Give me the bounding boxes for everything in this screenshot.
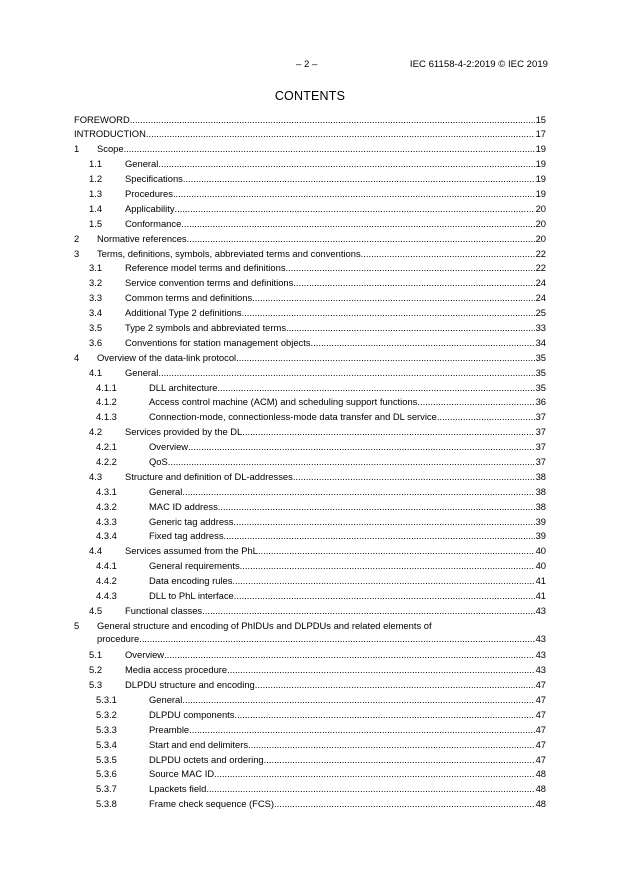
toc-entry-title: Additional Type 2 definitions xyxy=(125,307,242,319)
toc-entry-title: DLL to PhL interface xyxy=(149,590,234,601)
toc-entry-title: Conformance xyxy=(125,217,182,229)
toc-page-number: 17 xyxy=(535,128,546,140)
toc-entry[interactable] xyxy=(74,142,546,157)
toc-dot-leader xyxy=(168,456,535,467)
toc-entry[interactable] xyxy=(74,335,546,350)
toc-entry-title: Specifications xyxy=(125,173,183,185)
toc-entry-title: Normative references xyxy=(97,232,187,244)
toc-dot-leader xyxy=(311,337,535,348)
toc-page-number: 20 xyxy=(535,202,546,214)
toc-entry[interactable] xyxy=(74,261,546,276)
toc-section-number: 5.3.2 xyxy=(96,708,117,720)
toc-entry[interactable] xyxy=(74,440,546,455)
toc-section-number: 5.3.6 xyxy=(96,768,117,780)
toc-page-number: 43 xyxy=(535,649,546,661)
toc-page-number: 40 xyxy=(535,545,546,557)
toc-dot-leader xyxy=(214,768,534,779)
toc-entry[interactable] xyxy=(74,291,546,306)
toc-entry-title: Applicability xyxy=(125,202,175,214)
toc-dot-leader xyxy=(158,367,534,378)
toc-entry-title: General structure and encoding of PhIDUs and DLPDUs and related elements of xyxy=(97,619,432,631)
toc-entry-title: MAC ID address xyxy=(149,500,218,512)
toc-page-number: 19 xyxy=(535,158,546,170)
toc-page-number: 43 xyxy=(535,604,546,616)
toc-entry-title: Common terms and definitions xyxy=(125,292,253,304)
toc-dot-leader xyxy=(234,590,535,601)
toc-dot-leader xyxy=(293,277,534,288)
toc-section-number: 3.3 xyxy=(89,292,103,304)
toc-page-number: 39 xyxy=(535,530,546,542)
toc-entry[interactable] xyxy=(74,707,546,722)
toc-page-number: 37 xyxy=(535,455,546,467)
toc-entry-title: General xyxy=(149,693,183,705)
toc-page-number: 24 xyxy=(535,277,546,289)
toc-entry-title: DLPDU octets and ordering xyxy=(149,753,264,765)
toc-entry-title: INTRODUCTION xyxy=(74,128,146,140)
toc-page-number: 38 xyxy=(535,470,546,482)
toc-page-number: 25 xyxy=(535,307,546,319)
toc-entry[interactable] xyxy=(74,797,546,812)
toc-page-number: 35 xyxy=(535,366,546,378)
toc-entry-title: Functional classes xyxy=(125,604,203,616)
toc-dot-leader xyxy=(252,292,534,303)
toc-section-number: 5.3.4 xyxy=(96,738,117,750)
toc-entry-title: QoS xyxy=(149,455,168,467)
toc-dot-leader xyxy=(248,739,535,750)
toc-section-number: 4 xyxy=(74,351,80,363)
toc-dot-leader xyxy=(224,530,535,541)
toc-entry[interactable] xyxy=(74,276,546,291)
toc-entry[interactable] xyxy=(74,499,546,514)
toc-page-number: 15 xyxy=(535,113,546,125)
toc-dot-leader xyxy=(232,575,534,586)
toc-entry[interactable] xyxy=(74,752,546,767)
toc-section-number: 4.1.2 xyxy=(96,396,117,408)
toc-section-number: 4.3.1 xyxy=(96,485,117,497)
toc-entry[interactable] xyxy=(74,574,546,589)
toc-section-number: 5 xyxy=(74,619,80,631)
toc-section-number: 1.1 xyxy=(89,158,103,170)
toc-page-number: 47 xyxy=(535,693,546,705)
toc-entry-title: Service convention terms and definitions xyxy=(125,277,294,289)
toc-page-number: 48 xyxy=(535,798,546,810)
toc-entry[interactable] xyxy=(74,172,546,187)
toc-dot-leader xyxy=(206,783,534,794)
toc-page-number: 37 xyxy=(535,441,546,453)
toc-entry[interactable] xyxy=(74,484,546,499)
toc-section-number: 4.1.1 xyxy=(96,381,117,393)
toc-dot-leader xyxy=(158,158,534,169)
toc-entry-title: Terms, definitions, symbols, abbreviated terms and conventions xyxy=(97,247,361,259)
toc-section-number: 4.2.1 xyxy=(96,441,117,453)
toc-entry[interactable] xyxy=(74,395,546,410)
toc-dot-leader xyxy=(361,248,535,259)
toc-entry-title: Conventions for station management objects xyxy=(125,336,311,348)
standard-id: IEC 61158-4-2:2019 © IEC 2019 xyxy=(409,59,548,70)
toc-entry[interactable] xyxy=(74,603,546,618)
toc-page-number: 19 xyxy=(535,173,546,185)
toc-entry[interactable] xyxy=(74,469,546,484)
toc-entry[interactable] xyxy=(74,692,546,707)
toc-entry-title: Structure and definition of DL-addresses xyxy=(125,470,293,482)
toc-section-number: 5.3.7 xyxy=(96,783,117,795)
toc-dot-leader xyxy=(255,679,535,690)
toc-page-number: 37 xyxy=(535,426,546,438)
toc-page-number: 24 xyxy=(535,292,546,304)
toc-section-number: 5.3.5 xyxy=(96,753,117,765)
toc-dot-leader xyxy=(124,143,535,154)
toc-entry-title: Connection-mode, connectionless-mode data transfer and DL service xyxy=(149,411,437,423)
toc-entry[interactable] xyxy=(74,306,546,321)
toc-entry[interactable] xyxy=(74,246,546,261)
toc-entry-title: Access control machine (ACM) and scheduling support functions xyxy=(149,396,418,408)
toc-section-number: 5.2 xyxy=(89,664,103,676)
toc-entry-title: Procedures xyxy=(125,187,173,199)
toc-dot-leader xyxy=(437,411,535,422)
toc-section-number: 4.4.1 xyxy=(96,560,117,572)
toc-page-number: 47 xyxy=(535,679,546,691)
toc-entry[interactable] xyxy=(74,663,546,678)
toc-section-number: 4.1.3 xyxy=(96,411,117,423)
toc-entry-title: General xyxy=(125,158,159,170)
toc-entry[interactable] xyxy=(74,186,546,201)
toc-entry-title: General requirements xyxy=(149,560,240,572)
toc-entry-title: Services assumed from the PhL xyxy=(125,545,258,557)
toc-dot-leader xyxy=(234,709,534,720)
toc-section-number: 2 xyxy=(74,232,80,244)
toc-section-number: 5.3.1 xyxy=(96,693,117,705)
toc-page-number: 34 xyxy=(535,336,546,348)
toc-dot-leader xyxy=(417,396,534,407)
toc-section-number: 5.3 xyxy=(89,679,103,691)
toc-page-number: 22 xyxy=(535,262,546,274)
toc-section-number: 5.3.3 xyxy=(96,723,117,735)
toc-entry[interactable] xyxy=(74,737,546,752)
toc-entry[interactable] xyxy=(74,722,546,737)
toc-page-number: 33 xyxy=(535,321,546,333)
toc-dot-leader xyxy=(183,173,535,184)
toc-entry[interactable] xyxy=(74,112,546,127)
toc-entry-title: Lpackets field xyxy=(149,783,207,795)
toc-entry[interactable] xyxy=(74,514,546,529)
toc-page-number: 38 xyxy=(535,500,546,512)
toc-page-number: 38 xyxy=(535,485,546,497)
toc-dot-leader xyxy=(264,754,535,765)
toc-entry-title: Frame check sequence (FCS) xyxy=(149,798,275,810)
toc-section-number: 4.2 xyxy=(89,426,103,438)
toc-dot-leader xyxy=(175,203,535,214)
toc-section-number: 1.5 xyxy=(89,217,103,229)
toc-entry-title: Media access procedure xyxy=(125,664,228,676)
toc-dot-leader xyxy=(173,188,535,199)
toc-entry-title: DLL architecture xyxy=(149,381,218,393)
toc-dot-leader xyxy=(139,633,534,644)
toc-section-number: 4.3.3 xyxy=(96,515,117,527)
toc-entry[interactable] xyxy=(74,157,546,172)
toc-page-number: 43 xyxy=(535,632,546,644)
toc-section-number: 1.4 xyxy=(89,202,103,214)
toc-dot-leader xyxy=(293,471,535,482)
toc-entry-title: Start and end delimiters xyxy=(149,738,249,750)
toc-entry-title: General xyxy=(149,485,183,497)
toc-dot-leader xyxy=(189,724,534,735)
toc-dot-leader xyxy=(164,649,534,660)
toc-section-number: 4.4 xyxy=(89,545,103,557)
toc-entry-title: Generic tag address xyxy=(149,515,234,527)
toc-entry-title: Services provided by the DL xyxy=(125,426,243,438)
toc-entry[interactable] xyxy=(74,231,546,246)
toc-dot-leader xyxy=(286,262,535,273)
toc-section-number: 1.3 xyxy=(89,187,103,199)
toc-page-number: 41 xyxy=(535,590,546,601)
toc-dot-leader xyxy=(182,486,534,497)
toc-entry[interactable] xyxy=(74,559,546,574)
toc-entry[interactable] xyxy=(74,544,546,559)
toc-entry[interactable] xyxy=(74,618,546,648)
toc-page-number: 20 xyxy=(535,217,546,229)
toc-entry-title: FOREWORD xyxy=(74,113,130,125)
toc-entry-title: DLPDU structure and encoding xyxy=(125,679,255,691)
toc-entry[interactable] xyxy=(74,365,546,380)
toc-page-number: 43 xyxy=(535,664,546,676)
toc-entry[interactable] xyxy=(74,782,546,797)
toc-entry[interactable] xyxy=(74,350,546,365)
toc-entry[interactable] xyxy=(74,589,546,604)
toc-entry-title: Type 2 symbols and abbreviated terms xyxy=(125,321,287,333)
toc-page-number: 39 xyxy=(535,515,546,527)
toc-entry[interactable] xyxy=(74,127,546,142)
page-header xyxy=(0,59,620,73)
toc-entry[interactable] xyxy=(74,678,546,693)
toc-entry-title: Source MAC ID xyxy=(149,768,215,780)
toc-section-number: 5.3.8 xyxy=(96,798,117,810)
toc-entry[interactable] xyxy=(74,216,546,231)
toc-section-number: 5.1 xyxy=(89,649,103,661)
toc-page-number: 19 xyxy=(535,143,546,155)
toc-section-number: 4.3 xyxy=(89,470,103,482)
toc-dot-leader xyxy=(146,128,535,139)
toc-dot-leader xyxy=(227,664,534,675)
toc-dot-leader xyxy=(236,352,534,363)
toc-entry-title: Scope xyxy=(97,143,124,155)
toc-dot-leader xyxy=(217,382,534,393)
toc-section-number: 4.2.2 xyxy=(96,455,117,467)
toc-dot-leader xyxy=(286,322,535,333)
toc-entry-title: DLPDU components xyxy=(149,708,235,720)
toc-entry[interactable] xyxy=(74,201,546,216)
toc-dot-leader xyxy=(242,426,534,437)
toc-section-number: 3 xyxy=(74,247,80,259)
toc-entry-title: Fixed tag address xyxy=(149,530,224,542)
toc-entry[interactable] xyxy=(74,767,546,782)
toc-entry[interactable] xyxy=(74,410,546,425)
toc-entry[interactable] xyxy=(74,320,546,335)
toc-dot-leader xyxy=(187,233,535,244)
toc-dot-leader xyxy=(258,545,535,556)
toc-page-number: 47 xyxy=(535,738,546,750)
page-title: CONTENTS xyxy=(274,89,346,103)
toc-page-number: 48 xyxy=(535,768,546,780)
toc-page-number: 37 xyxy=(535,411,546,423)
toc-dot-leader xyxy=(218,501,535,512)
toc-page-number: 22 xyxy=(535,247,546,259)
toc-page-number: 36 xyxy=(535,396,546,408)
toc-dot-leader xyxy=(233,516,534,527)
toc-entry-title: Data encoding rules xyxy=(149,575,233,587)
toc-entry-title: Overview of the data-link protocol xyxy=(97,351,237,363)
toc-dot-leader xyxy=(274,798,535,809)
toc-page-number: 47 xyxy=(535,723,546,735)
toc-page-number: 20 xyxy=(535,232,546,244)
toc-section-number: 4.3.2 xyxy=(96,500,117,512)
toc-entry-title: Reference model terms and definitions xyxy=(125,262,286,274)
toc-page-number: 40 xyxy=(535,560,546,572)
toc-entry-title: Overview xyxy=(125,649,165,661)
toc-dot-leader xyxy=(181,218,534,229)
toc-section-number: 1.2 xyxy=(89,173,103,185)
toc-section-number: 3.5 xyxy=(89,321,103,333)
table-of-contents xyxy=(74,112,546,812)
toc-page-number: 47 xyxy=(535,708,546,720)
toc-dot-leader xyxy=(130,114,535,125)
toc-dot-leader xyxy=(182,694,534,705)
toc-section-number: 1 xyxy=(74,143,80,155)
toc-page-number: 35 xyxy=(535,381,546,393)
toc-section-number: 3.1 xyxy=(89,262,103,274)
toc-section-number: 3.6 xyxy=(89,336,103,348)
toc-page-number: 19 xyxy=(535,187,546,199)
toc-dot-leader xyxy=(188,441,534,452)
toc-section-number: 3.4 xyxy=(89,307,103,319)
toc-page-number: 47 xyxy=(535,753,546,765)
toc-entry-title: procedure xyxy=(97,632,140,644)
toc-dot-leader xyxy=(202,605,534,616)
toc-dot-leader xyxy=(242,307,535,318)
toc-section-number: 4.5 xyxy=(89,604,103,616)
toc-entry-title: Overview xyxy=(149,441,189,453)
toc-section-number: 4.1 xyxy=(89,366,103,378)
toc-page-number: 41 xyxy=(535,575,546,587)
toc-section-number: 3.2 xyxy=(89,277,103,289)
page-number: – 2 – xyxy=(296,59,318,70)
toc-entry[interactable] xyxy=(74,648,546,663)
toc-section-number: 4.4.3 xyxy=(96,590,117,601)
toc-entry[interactable] xyxy=(74,380,546,395)
toc-entry[interactable] xyxy=(74,425,546,440)
toc-entry-title: Preamble xyxy=(149,723,190,735)
toc-page-number: 48 xyxy=(535,783,546,795)
toc-section-number: 4.4.2 xyxy=(96,575,117,587)
toc-page-number: 35 xyxy=(535,351,546,363)
toc-section-number: 4.3.4 xyxy=(96,530,117,542)
toc-entry-title: General xyxy=(125,366,159,378)
toc-entry[interactable] xyxy=(74,529,546,544)
toc-entry[interactable] xyxy=(74,454,546,469)
toc-dot-leader xyxy=(240,560,535,571)
